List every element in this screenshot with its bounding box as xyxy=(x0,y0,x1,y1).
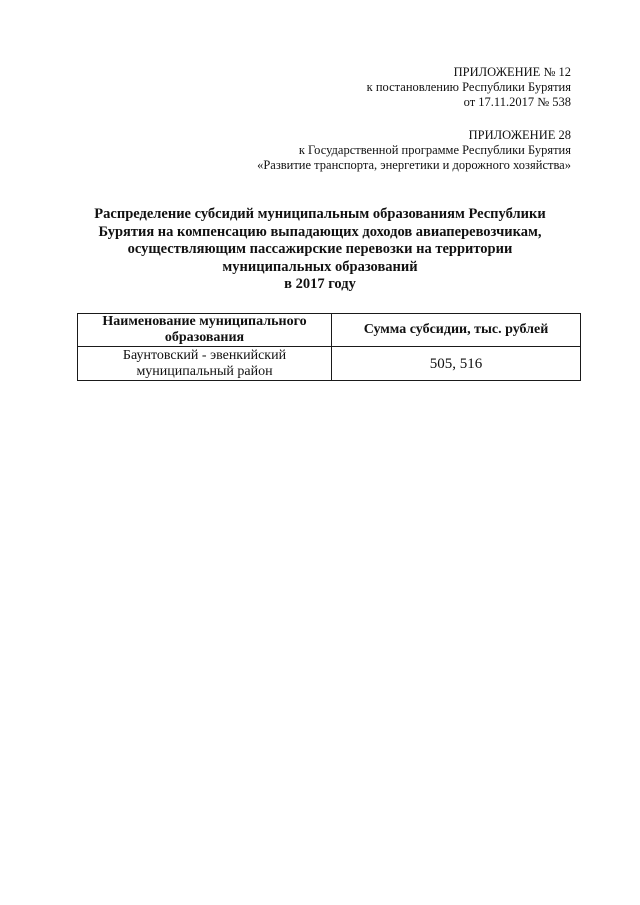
appendix-12-date-number: от 17.11.2017 № 538 xyxy=(463,95,571,109)
document-title-line-2: Бурятия на компенсацию выпадающих доходов авиаперевозчикам, xyxy=(98,223,542,240)
document-title-line-3: осуществляющим пассажирские перевозки на территории xyxy=(127,241,513,257)
header-municipality-name-line-1: Наименование муниципального xyxy=(102,314,307,329)
cell-municipality-name xyxy=(78,347,332,381)
appendix-12-title: ПРИЛОЖЕНИЕ № 12 xyxy=(453,65,571,79)
header-municipality-name-line-2: образования xyxy=(164,330,245,345)
appendix-12-header xyxy=(367,65,571,110)
appendix-12-reference: к постановлению Республики Бурятия xyxy=(366,80,571,94)
table-header-row xyxy=(78,314,581,347)
appendix-28-title: ПРИЛОЖЕНИЕ 28 xyxy=(468,128,571,142)
document-title-line-5: в 2017 году xyxy=(284,276,356,292)
header-municipality-name xyxy=(78,314,332,347)
header-subsidy-amount: Сумма субсидии, тыс. рублей xyxy=(332,314,581,347)
appendix-28-header xyxy=(257,128,571,173)
subsidies-table xyxy=(77,313,581,381)
table-row xyxy=(78,347,581,381)
document-title-line-1: Распределение субсидий муниципальным образованиям Республики xyxy=(94,206,546,222)
appendix-28-reference: к Государственной программе Республики Бурятия xyxy=(298,143,571,157)
cell-municipality-name-line-1: Баунтовский - эвенкийский xyxy=(122,347,287,363)
appendix-28-program-name: «Развитие транспорта, энергетики и дорожного хозяйства» xyxy=(257,158,571,172)
document-title-line-4: муниципальных образований xyxy=(222,258,418,275)
cell-municipality-name-line-2: муниципальный район xyxy=(136,363,273,379)
document-title xyxy=(72,206,568,294)
cell-subsidy-amount: 505, 516 xyxy=(332,347,581,381)
